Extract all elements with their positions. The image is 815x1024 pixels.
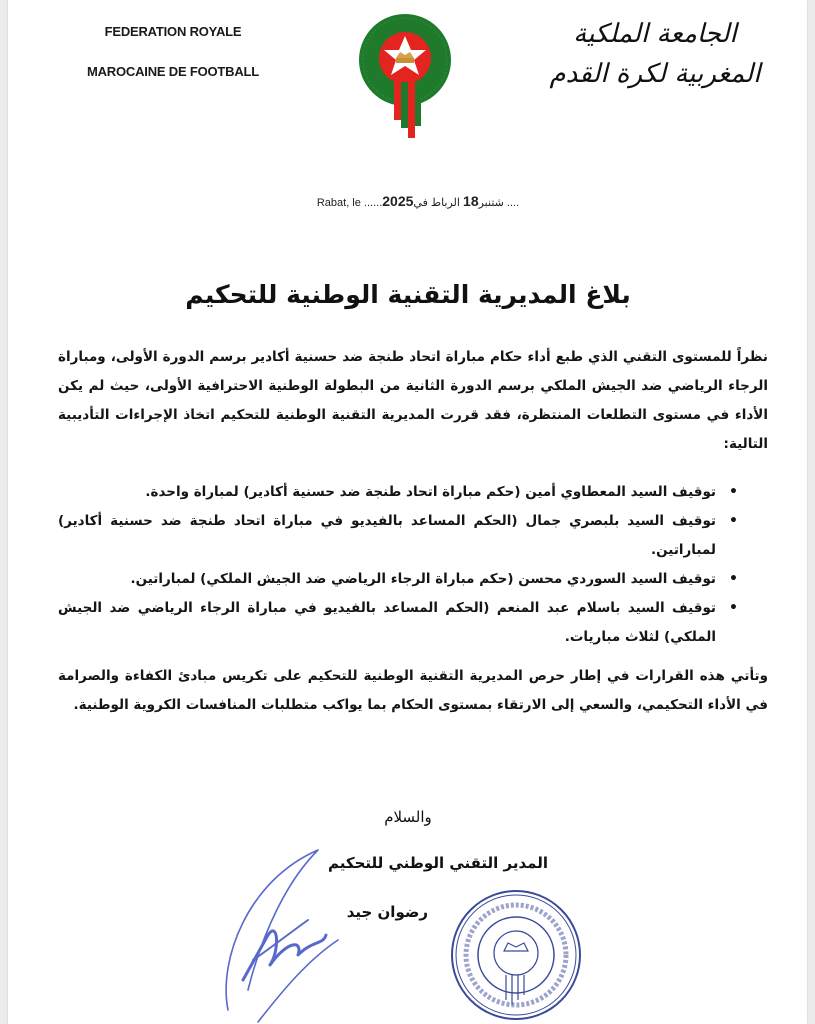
date-year: 2025	[382, 193, 414, 209]
decision-item: • توقيف السيد باسلام عبد المنعم (الحكم المساعد بالفيديو في مباراة الرجاء الرياضي ضد الجيش الملكي) لثلاث مباريات.	[58, 594, 738, 652]
decision-item: • توقيف السيد المعطاوي أمين (حكم مباراة اتحاد طنجة ضد حسنية أكادير) لمباراة واحدة.	[58, 478, 738, 507]
document-title: بلاغ المديرية التقنية الوطنية للتحكيم	[185, 280, 631, 309]
date-day: 18	[463, 193, 479, 209]
header-fr-line2: MAROCAINE DE FOOTBALL	[86, 64, 259, 79]
decision-item: • توقيف السيد بلبصري جمال (الحكم المساعد بالفيديو في مباراة اتحاد طنجة ضد حسنية أكادير) لمباراتين.	[58, 507, 738, 565]
decisions-list	[58, 478, 768, 652]
header-ar-line2: المغربية لكرة القدم	[549, 59, 761, 89]
header-french	[58, 22, 288, 102]
decision-item: • توقيف السيد السوردي محسن (حكم مباراة الرجاء الرياضي ضد الجيش الملكي) لمباراتين.	[58, 565, 738, 594]
official-stamp-icon	[446, 885, 586, 1024]
date-line	[298, 193, 538, 209]
document-page	[8, 0, 807, 1024]
salutation: والسلام	[384, 808, 432, 826]
handwritten-signature-icon	[208, 840, 358, 1024]
header-ar-line1: الجامعة الملكية	[573, 19, 737, 49]
date-fr-prefix: Rabat, le ......	[316, 197, 383, 209]
closing-paragraph: وتأتي هذه القرارات في إطار حرص المديرية التقنية الوطنية للتحكيم على تكريس مبادئ الكفاءة والصرامة في الأداء التحكيمي، والسعي إلى الارتقاء بمستوى الحكام بما يواكب متطلبات المنافسات الكروية الوطنية.	[58, 668, 768, 713]
header-arabic	[545, 14, 765, 94]
date-month: شتنبر	[478, 197, 504, 209]
signatory-name: رضوان جيد	[346, 903, 428, 921]
intro-paragraph: نظراً للمستوى التقني الذي طبع أداء حكام مباراة اتحاد طنجة ضد حسنية أكادير برسم الدورة الأولى، ومباراة الرجاء الرياضي ضد الجيش الملكي برسم الدورة الثانية من البطولة الوطنية الاحترافية الأولى، حيث لم يكن الأداء في مستوى التطلعات المنتظرة، فقد قررت المديرية التقنية الوطنية للتحكيم اتخاذ الإجراءات التأديبية التالية:	[58, 349, 768, 452]
header-fr-line1: FEDERATION ROYALE	[104, 24, 242, 39]
signatory-title: المدير التقني الوطني للتحكيم	[327, 854, 548, 872]
frmf-crest-icon	[345, 8, 465, 140]
date-ar-prefix: الرباط في ....	[413, 197, 520, 209]
